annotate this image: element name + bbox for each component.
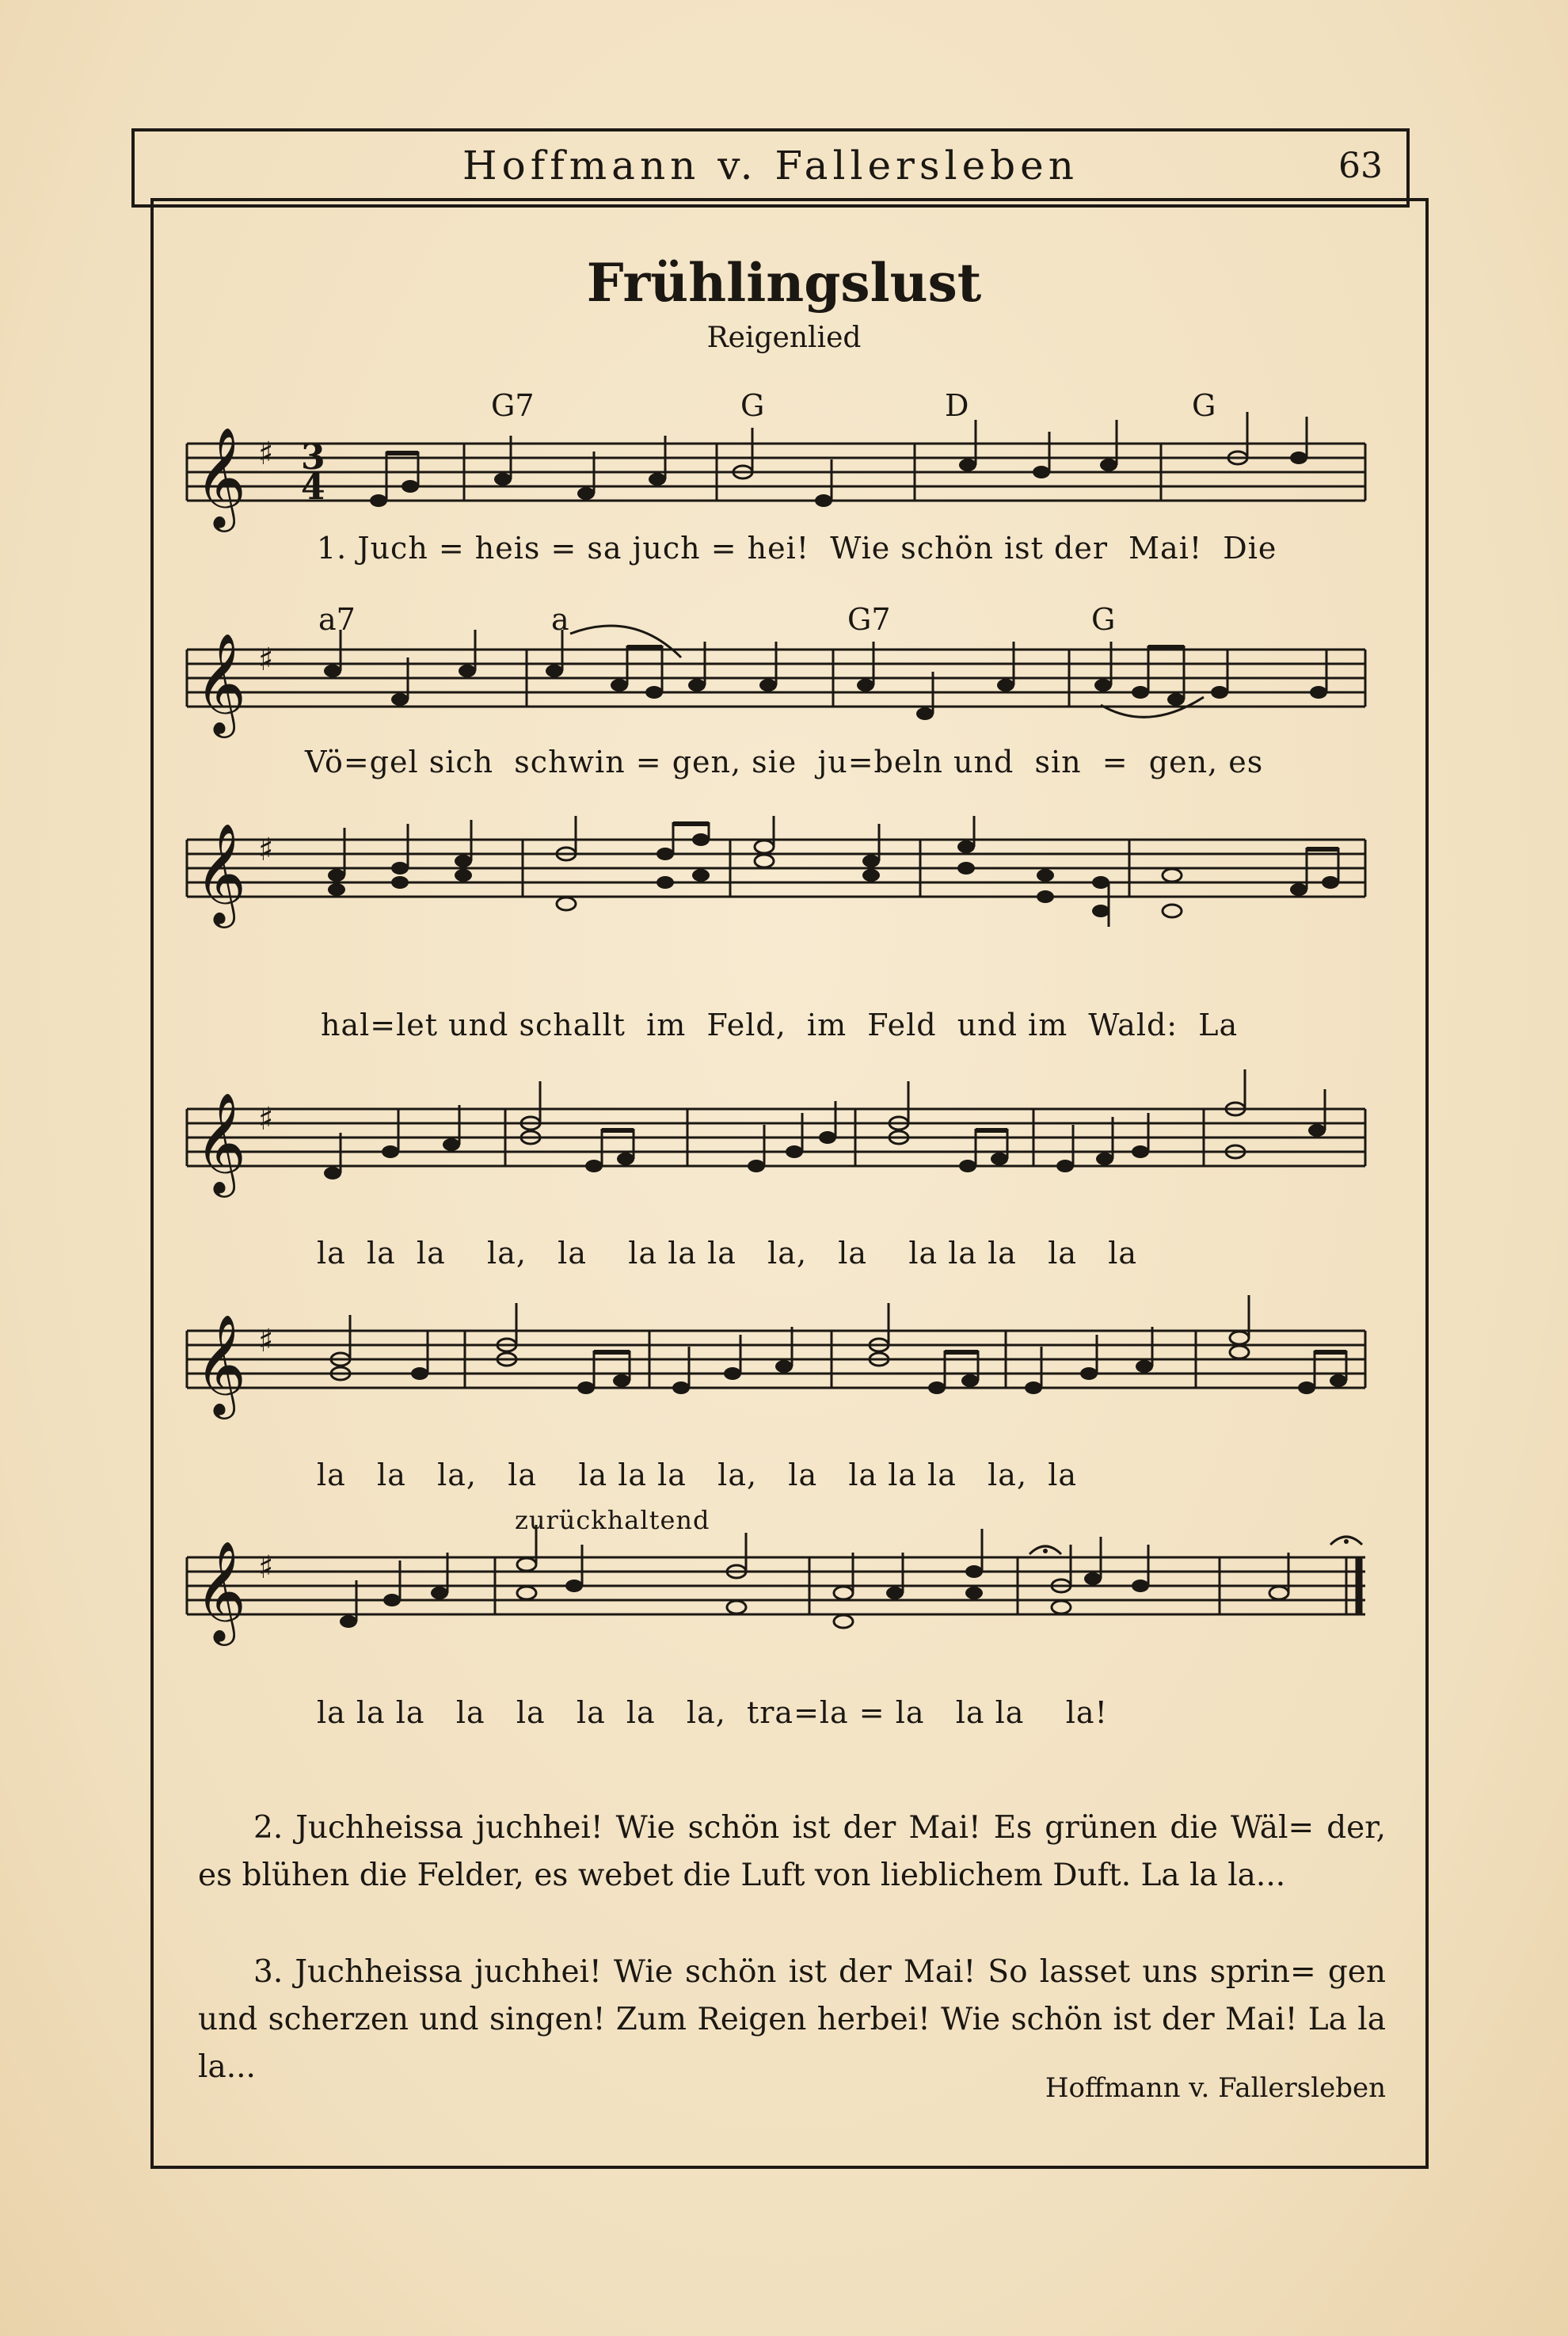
running-header: [131, 128, 1410, 208]
song-title: Frühlingslust: [586, 252, 982, 314]
music-staff: [0, 1069, 1568, 1244]
svg-text:♯: ♯: [258, 1101, 274, 1138]
chord-symbol: G: [740, 388, 765, 423]
svg-text:♯: ♯: [258, 436, 274, 472]
page-number: 63: [1338, 146, 1383, 186]
svg-text:♯: ♯: [258, 1323, 274, 1359]
music-staff: [0, 816, 1568, 1006]
lyric-line: Vö=gel sich schwin = gen, sie ju=beln und sin = gen, es: [305, 745, 1264, 779]
svg-text:𝄞: 𝄞: [195, 1092, 247, 1193]
music-system-5: [0, 1291, 1568, 1505]
lyric-line: la la la la la la la la, tra=la = la la la la!: [317, 1695, 1108, 1730]
lyric-line: la la la la, la la la la la, la la la la la la: [317, 1236, 1138, 1271]
music-system-3: [0, 816, 1568, 1046]
chord-symbol: G: [1091, 602, 1116, 637]
chord-symbol: a7: [318, 602, 356, 637]
chord-symbol: D: [945, 388, 969, 423]
chord-symbol: G7: [491, 388, 535, 423]
svg-text:𝄞: 𝄞: [195, 426, 247, 528]
verse-3: 3. Juchheissa juchhei! Wie schön ist der Mai! So lasset uns sprin= gen und scherzen und singen! Zum Reigen herbei! Wie schön ist der Mai! La la la...: [198, 1954, 1386, 2085]
svg-text:♯: ♯: [258, 642, 274, 678]
svg-text:3: 3: [301, 437, 325, 478]
chord-symbol: G7: [847, 602, 891, 637]
music-system-6: [0, 1505, 1568, 1743]
song-subtitle: Reigenlied: [706, 322, 862, 354]
author-credit: Hoffmann v. Fallersleben: [1045, 2072, 1386, 2104]
music-staff: [0, 1291, 1568, 1465]
lyric-line: 1. Juch = heis = sa juch = hei! Wie schön ist der Mai! Die: [317, 531, 1277, 566]
music-staff: [0, 388, 1568, 547]
music-staff: [0, 602, 1568, 760]
svg-text:♯: ♯: [258, 1549, 274, 1586]
svg-text:♯: ♯: [258, 832, 274, 868]
music-system-2: [0, 602, 1568, 800]
lyric-line: la la la, la la la la la, la la la la la, la: [317, 1458, 1078, 1492]
tempo-marking: zurückhaltend: [515, 1505, 710, 1535]
music-staff: [0, 1505, 1568, 1703]
music-system-1: [0, 388, 1568, 586]
verse-2: 2. Juchheissa juchhei! Wie schön ist der Mai! Es grünen die Wäl= der, es blühen die Felder, es webet die Luft von lieblichem Duft. La la la...: [198, 1810, 1386, 1893]
chord-symbol: G: [1192, 388, 1216, 423]
lyric-line: hal=let und schallt im Feld, im Feld und im Wald: La: [321, 1008, 1239, 1042]
svg-text:𝄞: 𝄞: [195, 1313, 247, 1415]
svg-text:4: 4: [301, 467, 325, 508]
running-title: Hoffmann v. Fallersleben: [462, 143, 1079, 189]
svg-text:𝄞: 𝄞: [195, 822, 247, 924]
music-system-4: [0, 1069, 1568, 1283]
svg-text:𝄞: 𝄞: [195, 1540, 247, 1641]
svg-text:𝄞: 𝄞: [195, 632, 247, 734]
chord-symbol: a: [551, 602, 569, 637]
